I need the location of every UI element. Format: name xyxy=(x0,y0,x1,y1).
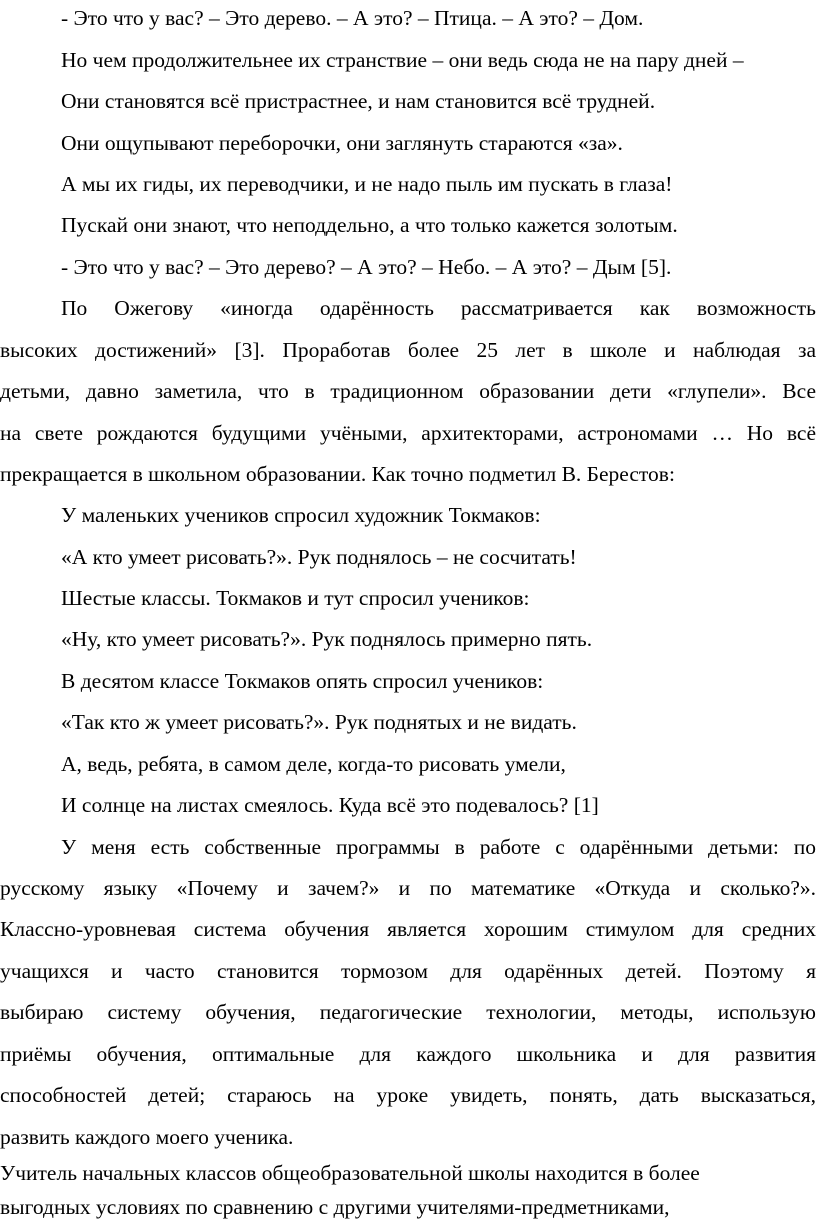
poem1-line-6: Пускай они знают, что неподдельно, а что только кажется золотым. xyxy=(61,213,678,237)
poem1-line-4: Они ощупывают переборочки, они заглянуть стараются «за». xyxy=(61,131,623,155)
para1-line-1: По Ожегову «иногда одарённость рассматривается как возможность xyxy=(61,296,816,320)
para2-line-8: развить каждого моего ученика. xyxy=(0,1125,294,1149)
poem1-line-7: - Это что у вас? – Это дерево? – А это? – Небо. – А это? – Дым [5]. xyxy=(61,255,672,279)
para2-line-5: выбираю систему обучения, педагогические технологии, методы, использую xyxy=(0,1000,816,1024)
para2-line-3: Классно-уровневая система обучения является хорошим стимулом для средних xyxy=(0,917,816,941)
poem2-line-8: И солнце на листах смеялось. Куда всё это подевалось? [1] xyxy=(61,793,599,817)
para3-line-2: выгодных условиях по сравнению с другими учителями-предметниками, xyxy=(0,1195,670,1219)
poem1-line-2: Но чем продолжительнее их странствие – они ведь сюда не на пару дней – xyxy=(61,48,744,72)
para2-line-2: русскому языку «Почему и зачем?» и по математике «Откуда и сколько?». xyxy=(0,876,816,900)
poem1-line-5: А мы их гиды, их переводчики, и не надо пыль им пускать в глаза! xyxy=(61,172,673,196)
poem1-line-1: - Это что у вас? – Это дерево. – А это? – Птица. – А это? – Дом. xyxy=(61,6,644,30)
para2-line-6: приёмы обучения, оптимальные для каждого школьника и для развития xyxy=(0,1042,816,1066)
poem2-line-3: Шестые классы. Токмаков и тут спросил учеников: xyxy=(61,586,530,610)
para1-line-2: высоких достижений» [3]. Проработав более 25 лет в школе и наблюдая за xyxy=(0,338,816,362)
para2-line-4: учащихся и часто становится тормозом для одарённых детей. Поэтому я xyxy=(0,959,816,983)
poem2-line-6: «Так кто ж умеет рисовать?». Рук поднятых и не видать. xyxy=(61,710,577,734)
poem2-line-2: «А кто умеет рисовать?». Рук поднялось – не сосчитать! xyxy=(61,545,577,569)
poem2-line-1: У маленьких учеников спросил художник Токмаков: xyxy=(61,503,541,527)
para1-line-4: на свете рождаются будущими учёными, архитекторами, астрономами … Но всё xyxy=(0,421,816,445)
para2-line-7: способностей детей; стараюсь на уроке увидеть, понять, дать высказаться, xyxy=(0,1083,816,1107)
para3-line-1: Учитель начальных классов общеобразовательной школы находится в более xyxy=(0,1161,700,1185)
para2-line-1: У меня есть собственные программы в работе с одарёнными детьми: по xyxy=(61,835,816,859)
poem2-line-4: «Ну, кто умеет рисовать?». Рук поднялось примерно пять. xyxy=(61,627,593,651)
para1-line-3: детьми, давно заметила, что в традиционном образовании дети «глупели». Все xyxy=(0,379,816,403)
poem1-line-3: Они становятся всё пристрастнее, и нам становится всё трудней. xyxy=(61,89,656,113)
para1-line-5: прекращается в школьном образовании. Как точно подметил В. Берестов: xyxy=(0,462,675,486)
poem2-line-5: В десятом классе Токмаков опять спросил учеников: xyxy=(61,669,544,693)
poem2-line-7: А, ведь, ребята, в самом деле, когда-то рисовать умели, xyxy=(61,752,566,776)
